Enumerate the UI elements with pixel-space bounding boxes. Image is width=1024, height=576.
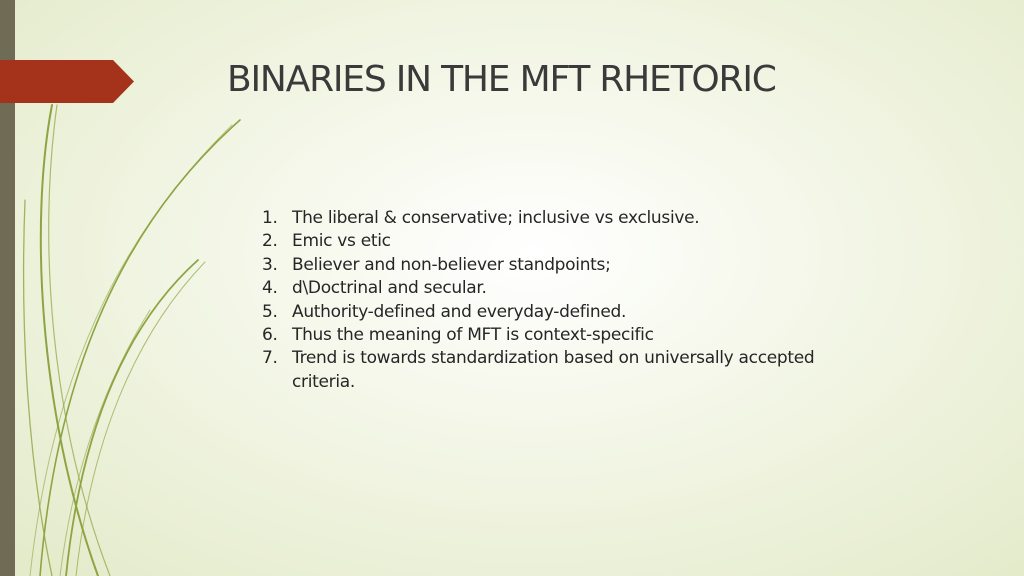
list-item-text: Trend is towards standardization based on universally accepted criteria.	[292, 348, 815, 392]
list-item	[262, 230, 822, 253]
binaries-list	[262, 207, 822, 394]
list-item	[262, 324, 822, 347]
list-item-number: 6.	[262, 325, 278, 346]
list-item-text: Believer and non-believer standpoints;	[292, 254, 611, 275]
list-item-text: Authority-defined and everyday-defined.	[292, 301, 627, 322]
list-item	[262, 277, 822, 300]
list-item	[262, 347, 822, 394]
list-item-text: Emic vs etic	[292, 231, 391, 252]
list-item-number: 1.	[262, 208, 278, 228]
list-item-number: 3.	[262, 254, 278, 275]
list-item-number: 2.	[262, 231, 278, 252]
list-item-text: Thus the meaning of MFT is context-specific	[292, 325, 654, 346]
list-item	[262, 301, 822, 324]
list-item-number: 5.	[262, 301, 278, 322]
list-item	[262, 207, 822, 230]
list-item-text: d\Doctrinal and secular.	[292, 278, 487, 299]
list-item-text: The liberal & conservative; inclusive vs exclusive.	[292, 208, 700, 228]
list-item	[262, 254, 822, 277]
list-item-number: 4.	[262, 278, 278, 299]
title-accent-arrow	[0, 60, 134, 103]
slide-title: BINARIES IN THE MFT RHETORIC	[227, 59, 776, 100]
list-item-number: 7.	[262, 348, 278, 369]
